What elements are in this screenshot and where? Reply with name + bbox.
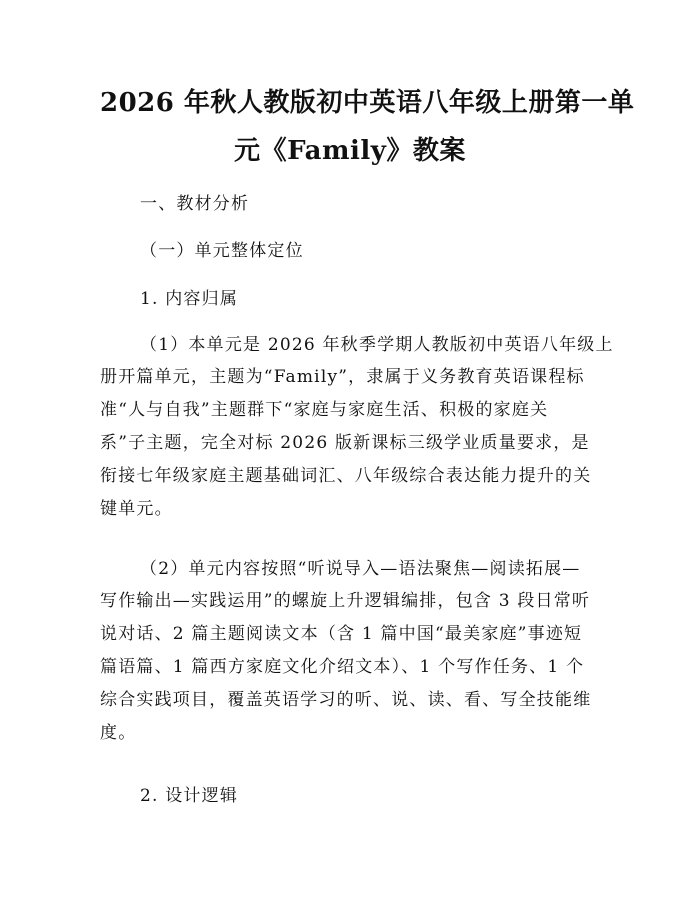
section-heading-textbook-analysis: 一、教材分析 [140, 194, 250, 214]
paragraph-1-line: （1）本单元是 2026 年秋季学期人教版初中英语八年级上 [140, 335, 614, 355]
paragraph-1-line: 准“人与自我”主题群下“家庭与家庭生活、积极的家庭关 [100, 400, 549, 420]
paragraph-1-line: 系”子主题，完全对标 2026 版新课标三级学业质量要求，是 [100, 433, 590, 453]
document-title-line-2: 元《Family》教案 [234, 136, 466, 166]
paragraph-2-line: 篇语篇、1 篇西方家庭文化介绍文本）、1 个写作任务、1 个 [100, 657, 585, 677]
paragraph-1-line: 衔接七年级家庭主题基础词汇、八年级综合表达能力提升的关 [100, 466, 592, 486]
paragraph-1-line: 册开篇单元，主题为“Family”，隶属于义务教育英语课程标 [100, 367, 585, 387]
paragraph-2-line: 写作输出—实践运用”的螺旋上升逻辑编排，包含 3 段日常听 [100, 591, 591, 611]
item-heading-design-logic: 2. 设计逻辑 [140, 786, 239, 806]
paragraph-2-line: 度。 [100, 723, 137, 743]
paragraph-1-line: 键单元。 [100, 499, 173, 519]
paragraph-2-line: 说对话、2 篇主题阅读文本（含 1 篇中国“最美家庭”事迹短 [100, 624, 583, 644]
document-title-line-1: 2026 年秋人教版初中英语八年级上册第一单 [100, 88, 635, 118]
paragraph-2-line: 综合实践项目，覆盖英语学习的听、说、读、看、写全技能维 [100, 690, 592, 710]
paragraph-2-line: （2）单元内容按照“听说导入—语法聚焦—阅读拓展— [140, 559, 581, 579]
item-heading-content-scope: 1. 内容归属 [140, 289, 239, 309]
subsection-heading-unit-positioning: （一）单元整体定位 [140, 241, 304, 261]
